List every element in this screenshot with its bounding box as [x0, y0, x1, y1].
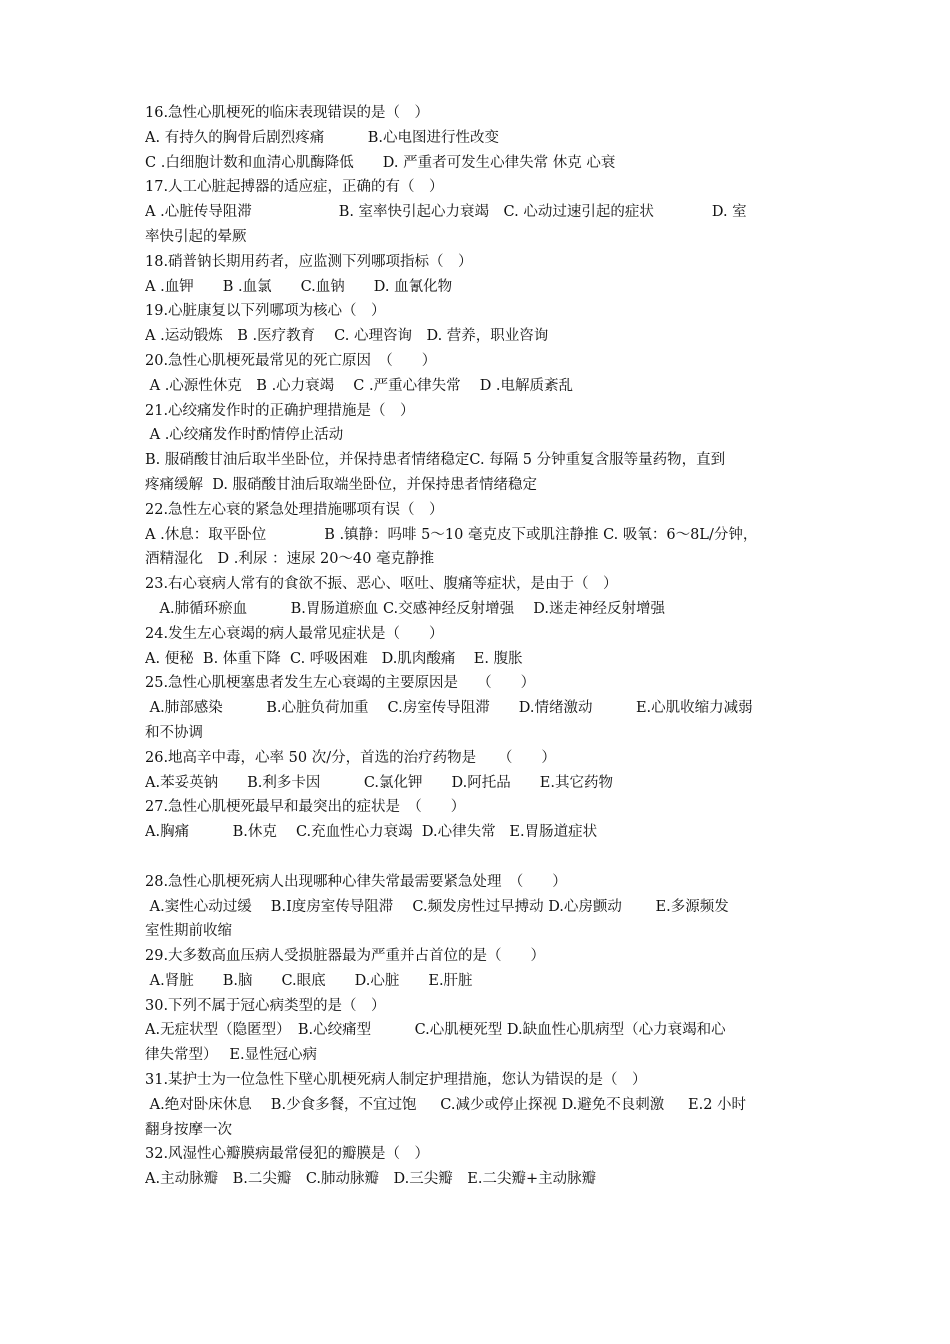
question-20 [145, 349, 810, 399]
question-stem: 28.急性心肌梗死病人出现哪种心律失常最需要紧急处理 （ ） [145, 873, 567, 890]
option-line: A .休息：取平卧位 B .镇静：吗啡 5～10 毫克皮下或肌注静推 C. 吸氧：6～8L/分钟， [145, 526, 758, 543]
option-line: A.苯妥英钠 B.利多卡因 C.氯化钾 D.阿托品 E.其它药物 [145, 774, 613, 791]
question-17 [145, 175, 810, 249]
option-line: A .心绞痛发作时酌情停止活动 [145, 427, 344, 444]
question-stem: 20.急性心肌梗死最常见的死亡原因 （ ） [145, 352, 437, 369]
option-line: 室性期前收缩 [145, 923, 232, 940]
option-line: A.窦性心动过缓 B.Ⅰ度房室传导阻滞 C.频发房性过早搏动 D.心房颤动 E.多源频发 [145, 898, 729, 915]
option-line: 翻身按摩一次 [145, 1121, 232, 1138]
option-line: A .心脏传导阻滞 B. 室率快引起心力衰竭 C. 心动过速引起的症状 D. 室 [145, 204, 747, 221]
question-19 [145, 299, 810, 349]
question-26 [145, 746, 810, 796]
option-line: A .血钾 B .血氯 C.血钠 D. 血氰化物 [145, 278, 453, 295]
question-18 [145, 250, 810, 300]
option-line: A.胸痛 B.休克 C.充血性心力衰竭 D.心律失常 E.胃肠道症状 [145, 824, 598, 841]
question-23 [145, 572, 810, 622]
question-31 [145, 1068, 810, 1142]
option-line: 酒精湿化 D .利尿 ：速尿 20～40 毫克静推 [145, 551, 435, 568]
option-line: 疼痛缓解 D. 服硝酸甘油后取端坐卧位，并保持患者情绪稳定 [145, 476, 538, 493]
question-stem: 30.下列不属于冠心病类型的是（ ） [145, 997, 386, 1014]
option-line: C .白细胞计数和血清心肌酶降低 D. 严重者可发生心律失常 休克 心衰 [145, 154, 616, 171]
option-line: 和不协调 [145, 724, 203, 741]
question-25 [145, 671, 810, 745]
option-line: A.肺循环瘀血 B.胃肠道瘀血 C.交感神经反射增强 D.迷走神经反射增强 [145, 600, 665, 617]
option-line: A.肺部感染 B.心脏负荷加重 C.房室传导阻滞 D.情绪激动 E.心肌收缩力减弱 [145, 700, 753, 717]
question-stem: 21.心绞痛发作时的正确护理措施是（ ） [145, 402, 415, 419]
document-page [145, 101, 810, 1192]
question-stem: 27.急性心肌梗死最早和最突出的症状是 （ ） [145, 799, 466, 816]
question-stem: 29.大多数高血压病人受损脏器最为严重并占首位的是（ ） [145, 948, 546, 965]
question-27 [145, 795, 810, 845]
question-30 [145, 994, 810, 1068]
question-28 [145, 870, 810, 944]
question-stem: 16.急性心肌梗死的临床表现错误的是（ ） [145, 105, 430, 121]
option-line: A .运动锻炼 B .医疗教育 C. 心理咨询 D. 营养，职业咨询 [145, 328, 549, 345]
question-stem: 23.右心衰病人常有的食欲不振、恶心、呕吐、腹痛等症状，是由于（ ） [145, 576, 618, 593]
question-32 [145, 1142, 810, 1192]
question-stem: 32.风湿性心瓣膜病最常侵犯的瓣膜是（ ） [145, 1146, 430, 1163]
option-line: A.绝对卧床休息 B.少食多餐，不宜过饱 C.减少或停止探视 D.避免不良刺激 E.2 小时 [145, 1096, 747, 1113]
option-line: A .心源性休克 B .心力衰竭 C .严重心律失常 D .电解质紊乱 [145, 377, 574, 394]
question-stem: 24.发生左心衰竭的病人最常见症状是（ ） [145, 625, 444, 642]
option-line: 率快引起的晕厥 [145, 228, 247, 245]
option-line: A.主动脉瓣 B.二尖瓣 C.肺动脉瓣 D.三尖瓣 E.二尖瓣+主动脉瓣 [145, 1171, 597, 1188]
question-16 [145, 101, 810, 175]
question-stem: 18.硝普钠长期用药者，应监测下列哪项指标（ ） [145, 253, 473, 270]
option-line: B. 服硝酸甘油后取半坐卧位，并保持患者情绪稳定C. 每隔 5 分钟重复含服等量药物，直到 [145, 452, 726, 469]
question-stem: 25.急性心肌梗塞患者发生左心衰竭的主要原因是 （ ） [145, 675, 536, 692]
option-line: A.肾脏 B.脑 C.眼底 D.心脏 E.肝脏 [145, 972, 473, 989]
question-21 [145, 399, 810, 498]
question-stem: 31.某护士为一位急性下壁心肌梗死病人制定护理措施，您认为错误的是（ ） [145, 1072, 647, 1089]
question-24 [145, 622, 810, 672]
question-stem: 19.心脏康复以下列哪项为核心（ ） [145, 303, 386, 320]
option-line: A. 有持久的胸骨后剧烈疼痛 B.心电图进行性改变 [145, 129, 499, 146]
option-line: A. 便秘 B. 体重下降 C. 呼吸困难 D.肌肉酸痛 E. 腹胀 [145, 650, 523, 667]
question-29 [145, 944, 810, 994]
question-stem: 17.人工心脏起搏器的适应症，正确的有（ ） [145, 179, 444, 196]
question-22 [145, 498, 810, 572]
blank-line [145, 845, 810, 870]
question-stem: 26.地高辛中毒，心率 50 次/分，首选的治疗药物是 （ ） [145, 749, 556, 766]
option-line: A.无症状型（隐匿型） B.心绞痛型 C.心肌梗死型 D.缺血性心肌病型（心力衰竭和心 [145, 1022, 726, 1039]
option-line: 律失常型） E.显性冠心病 [145, 1047, 318, 1064]
question-stem: 22.急性左心衰的紧急处理措施哪项有误（ ） [145, 501, 444, 518]
